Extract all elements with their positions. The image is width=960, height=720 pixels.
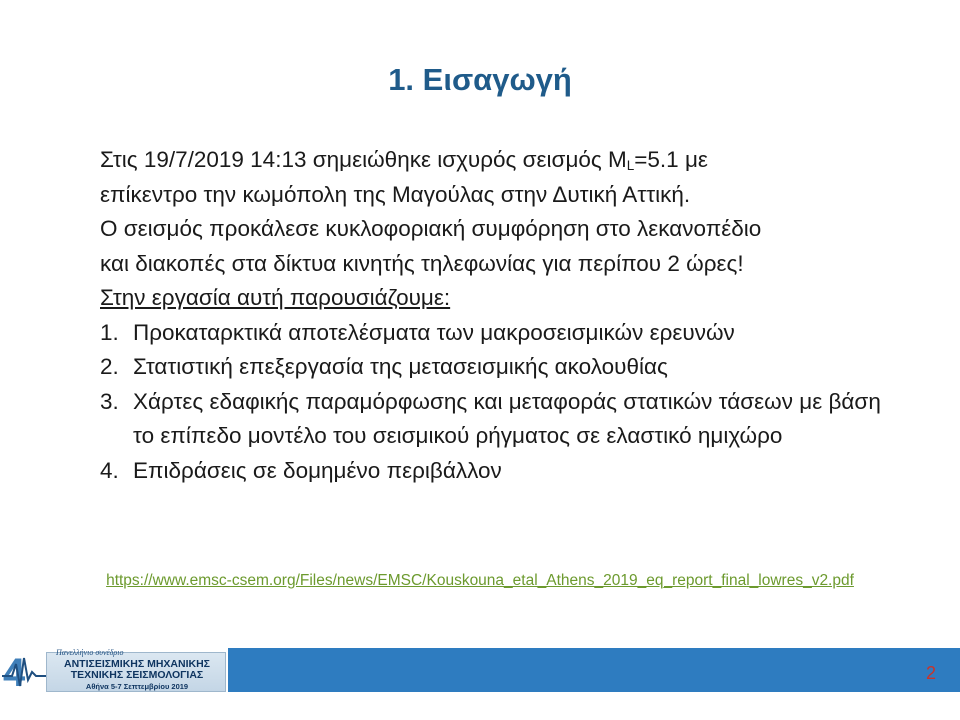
body-line-1 [100, 143, 930, 178]
list-intro: Στην εργασία αυτή παρουσιάζουμε: [100, 285, 451, 310]
report-link[interactable]: https://www.emsc-csem.org/Files/news/EMSC/Kouskouna_etal_Athens_2019_eq_report_final_lowres_v2.pdf [106, 572, 854, 589]
list-item-text: Προκαταρκτικά αποτελέσματα των μακροσεισμικών ερευνών [133, 319, 735, 345]
logo-text-line-2: ΑΝΤΙΣΕΙΣΜΙΚΗΣ ΜΗΧΑΝΙΚΗΣ [64, 658, 210, 670]
list-item [100, 385, 930, 454]
logo-text-line-1: Πανελλήνιο συνέδριο [56, 648, 124, 657]
list-item [100, 350, 930, 385]
svg-text:4: 4 [3, 651, 26, 694]
list-item-text: Επιδράσεις σε δομημένο περιβάλλον [133, 457, 502, 483]
magnitude-subscript: L [626, 158, 635, 173]
list-item [100, 454, 930, 489]
list-item-number: 2. [100, 354, 119, 379]
body-line-3: Ο σεισμός προκάλεσε κυκλοφοριακή συμφόρηση στο λεκανοπέδιο [100, 216, 762, 241]
findings-list [100, 316, 930, 489]
logo-text-line-4: Αθήνα 5-7 Σεπτεμβρίου 2019 [85, 682, 189, 691]
body-line-2: επίκεντρο την κωμόπολη της Μαγούλας στην Δυτική Αττική. [100, 181, 691, 207]
body-line-1-start: Στις 19/7/2019 14:13 σημειώθηκε ισχυρός σεισμός M [100, 147, 627, 172]
seismograph-logo-icon [0, 646, 48, 694]
logo-text-line-3: ΤΕΧΝΙΚΗΣ ΣΕΙΣΜΟΛΟΓΙΑΣ [70, 669, 204, 681]
body-line-4: και διακοπές στα δίκτυα κινητής τηλεφωνίας για περίπου 2 ώρες! [100, 250, 744, 276]
list-item [100, 316, 930, 351]
list-item-text: Χάρτες εδαφικής παραμόρφωσης και μεταφοράς στατικών τάσεων με βάση το επίπεδο μοντέλο του σεισμικού ρήγματος σε ελαστικό ημιχώρο [133, 388, 881, 448]
slide-title: 1. Εισαγωγή [388, 62, 572, 97]
list-item-number: 3. [100, 388, 119, 414]
conference-logo [0, 646, 228, 694]
list-item-text: Στατιστική επεξεργασία της μετασεισμικής ακολουθίας [133, 354, 668, 379]
list-item-number: 1. [100, 319, 119, 345]
body-line-1-end: =5.1 με [634, 147, 708, 172]
list-item-number: 4. [100, 457, 119, 483]
slide-body [100, 143, 930, 488]
page-number: 2 [925, 663, 936, 683]
